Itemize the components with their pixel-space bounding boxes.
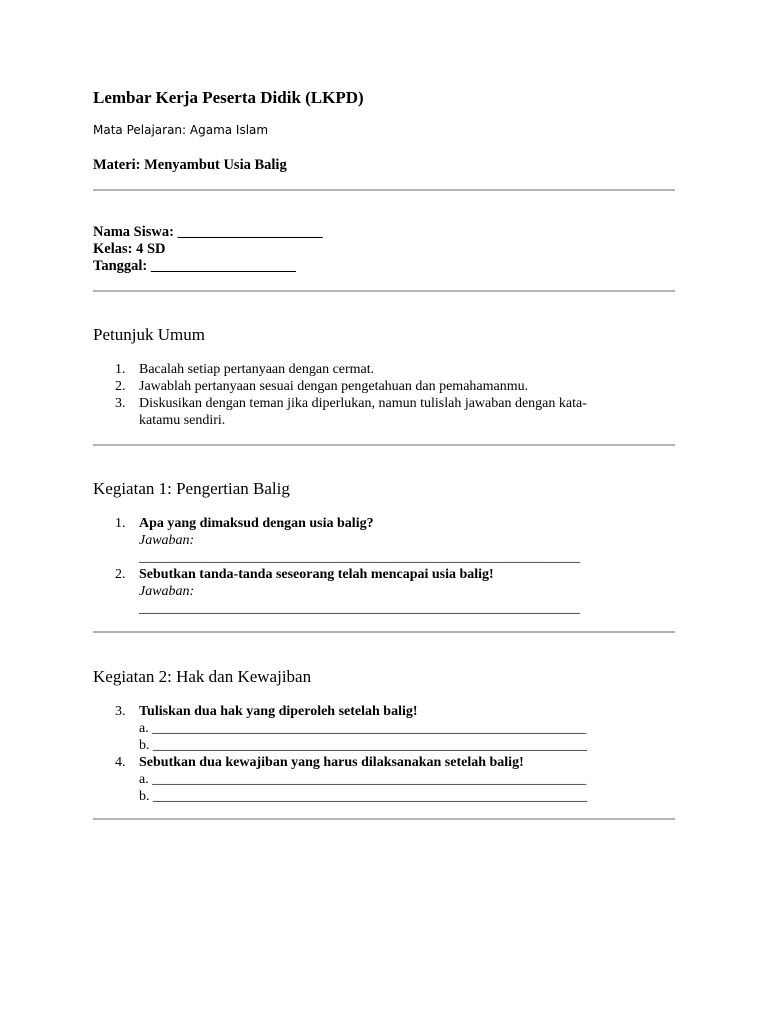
student-date-field: Tanggal: ____________________: [93, 258, 296, 274]
kegiatan-2-list: [93, 703, 675, 805]
petunjuk-list: [93, 361, 675, 429]
divider: [93, 444, 675, 446]
section-heading-kegiatan-2: Kegiatan 2: Hak dan Kewajiban: [93, 667, 312, 686]
question-item: [93, 566, 675, 617]
list-number: 1.: [115, 362, 126, 377]
answer-line-b: b. ______________________________________________________________: [139, 738, 587, 753]
list-number: 3.: [115, 396, 126, 411]
list-item: [93, 395, 609, 429]
kegiatan-1-list: [93, 515, 675, 617]
question-text: Sebutkan dua kewajiban yang harus dilaksanakan setelah balig!: [139, 755, 524, 770]
page-title: Lembar Kerja Peserta Didik (LKPD): [93, 88, 364, 107]
materi-line: Materi: Menyambut Usia Balig: [93, 157, 287, 173]
list-text: Bacalah setiap pertanyaan dengan cermat.: [139, 362, 375, 377]
list-item: [93, 361, 675, 378]
question-item: [93, 703, 675, 754]
divider: [93, 631, 675, 633]
divider: [93, 189, 675, 191]
answer-line-b: b. ______________________________________________________________: [139, 789, 587, 804]
section-heading-kegiatan-1: Kegiatan 1: Pengertian Balig: [93, 479, 290, 498]
question-item: [93, 754, 675, 805]
student-name-field: Nama Siswa: ____________________: [93, 224, 323, 240]
answer-line-a: a. ______________________________________________________________: [139, 772, 587, 787]
list-number: 2.: [115, 379, 126, 394]
question-text: Tuliskan dua hak yang diperoleh setelah balig!: [139, 704, 418, 719]
list-item: [93, 378, 675, 395]
question-text: Apa yang dimaksud dengan usia balig?: [139, 516, 374, 531]
section-heading-petunjuk: Petunjuk Umum: [93, 325, 205, 344]
question-number: 1.: [115, 516, 126, 531]
list-text: Diskusikan dengan teman jika diperlukan, namun tulislah jawaban dengan kata-katamu sendiri.: [139, 396, 587, 428]
divider: [93, 818, 675, 820]
divider: [93, 290, 675, 292]
answer-line: _______________________________________________________________: [139, 601, 580, 616]
answer-label: Jawaban:: [139, 533, 195, 548]
question-number: 2.: [115, 567, 126, 582]
subject-line: Mata Pelajaran: Agama Islam: [93, 123, 269, 137]
student-info: [93, 224, 323, 275]
question-item: [93, 515, 675, 566]
student-class: Kelas: 4 SD: [93, 241, 166, 257]
list-text: Jawablah pertanyaan sesuai dengan pengetahuan dan pemahamanmu.: [139, 379, 529, 394]
answer-label: Jawaban:: [139, 584, 195, 599]
question-number: 4.: [115, 755, 126, 770]
question-number: 3.: [115, 704, 126, 719]
answer-line: _______________________________________________________________: [139, 550, 580, 565]
answer-line-a: a. ______________________________________________________________: [139, 721, 587, 736]
question-text: Sebutkan tanda-tanda seseorang telah mencapai usia balig!: [139, 567, 494, 582]
